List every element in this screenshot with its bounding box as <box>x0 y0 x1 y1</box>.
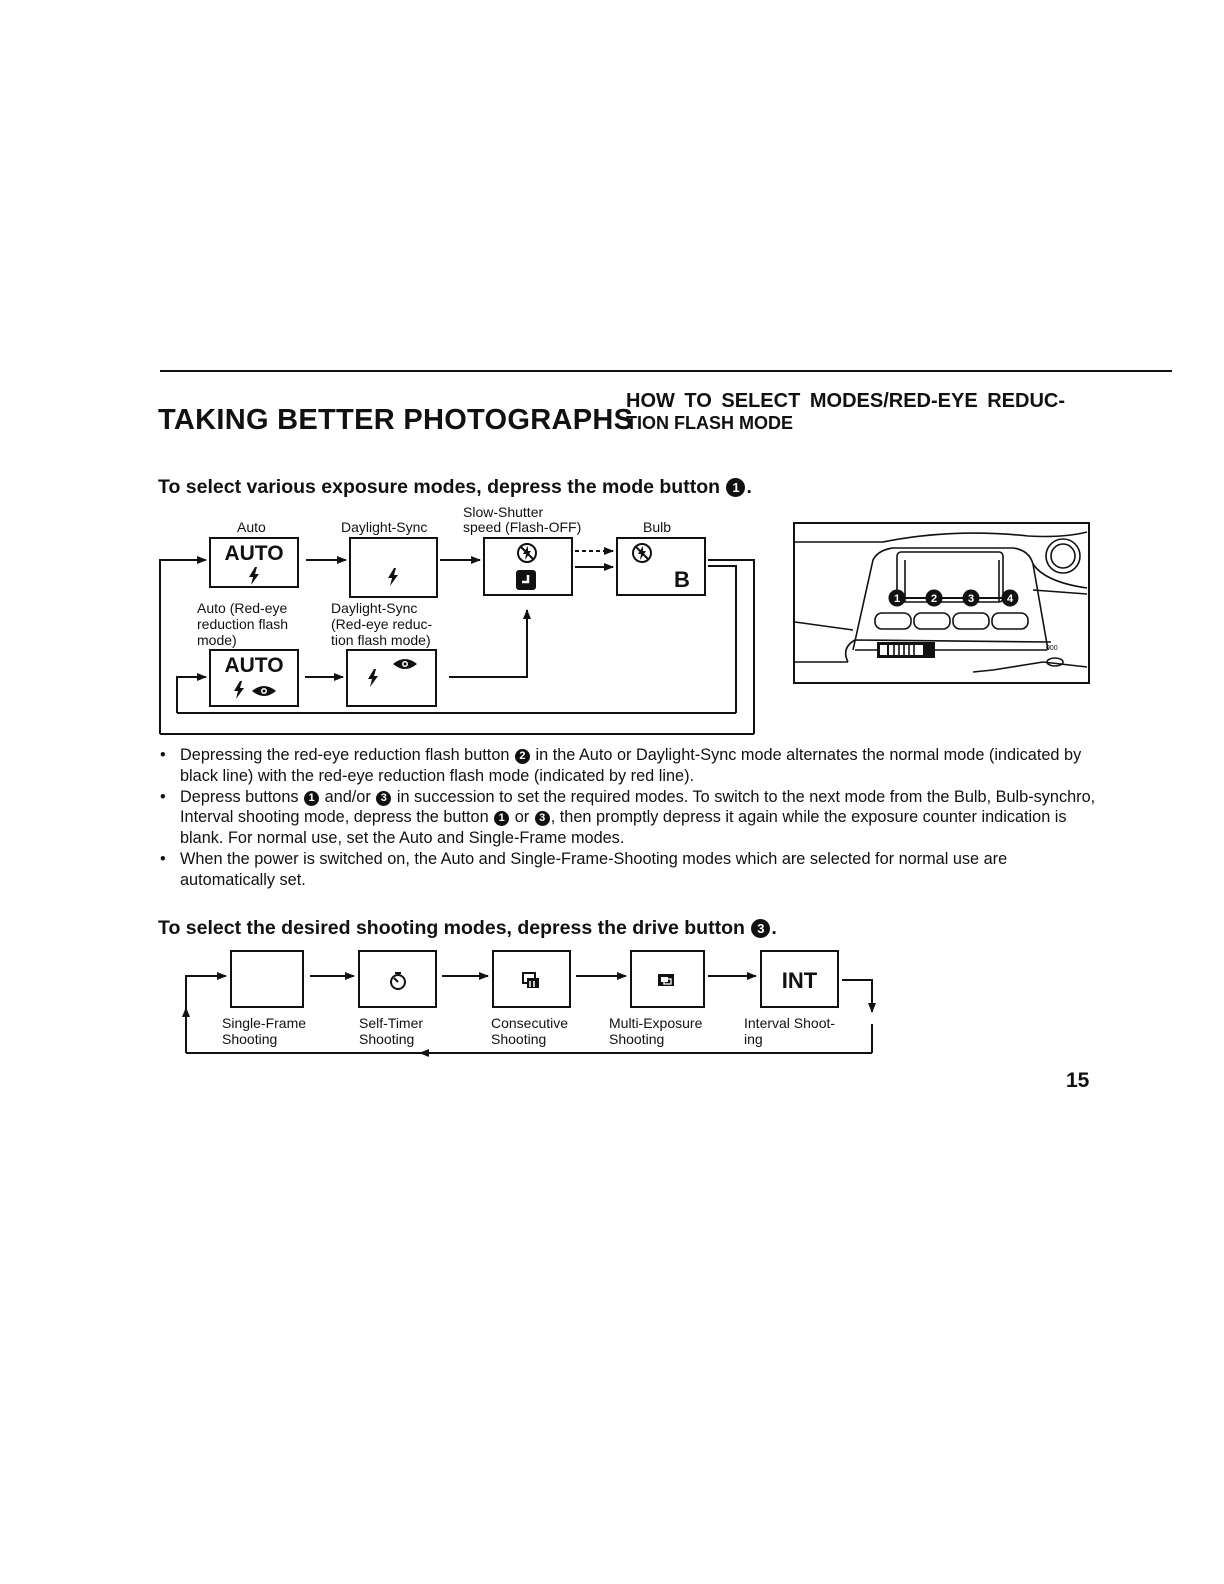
label-auto-redeye-3: mode) <box>197 632 237 648</box>
label-daylight-redeye-2: (Red-eye reduc- <box>331 616 433 632</box>
drive-box-single-frame <box>230 950 304 1008</box>
label-daylight-sync: Daylight-Sync <box>341 519 428 535</box>
button-number-icon: 1 <box>304 791 319 806</box>
self-timer-icon <box>389 972 407 990</box>
button-number-icon: 2 <box>515 749 530 764</box>
mode-box-auto-redeye: AUTO <box>209 649 299 707</box>
exposure-heading: To select various exposure modes, depress the mode button 1 . <box>158 476 752 498</box>
button-number-icon: 3 <box>376 791 391 806</box>
label-auto-redeye-1: Auto (Red-eye <box>197 600 288 616</box>
button-4-number: 4 <box>1006 593 1014 605</box>
drive-label-consecutive: Consecutive Shooting <box>491 1015 569 1047</box>
label-daylight-redeye-1: Daylight-Sync <box>331 600 418 616</box>
drive-button-number-icon: 3 <box>751 919 770 938</box>
drive-label-self-timer: Self-Timer Shooting <box>359 1015 424 1047</box>
label-daylight-redeye-3: tion flash mode) <box>331 632 431 648</box>
mode-box-auto: AUTO <box>209 537 299 588</box>
mode-button-number-icon: 1 <box>726 478 745 497</box>
consecutive-icon <box>522 972 542 990</box>
bullet-item: • Depress buttons 1 and/or 3 in succession to set the required modes. To switch to the next mode from the Bulb, Bulb-synchro, Interval shooting mode, depress the button 1 or 3 , then promptly depress it again while the exposure counter indication is blank. For normal use, set the Auto and Single-Frame modes. <box>158 787 1098 849</box>
label-slow-shutter-1: Slow-Shutter <box>463 504 544 520</box>
label-bulb: Bulb <box>643 519 672 535</box>
bulb-letter: B <box>674 567 690 592</box>
drive-box-multi-exposure <box>630 950 705 1008</box>
label-slow-shutter-2: speed (Flash-OFF) <box>463 519 582 535</box>
interval-int-text: INT <box>781 968 818 993</box>
counter-text: 000 <box>1046 645 1058 652</box>
drive-heading: To select the desired shooting modes, depress the drive button 3 . <box>158 917 777 939</box>
page-title: TAKING BETTER PHOTOGRAPHS <box>158 404 634 436</box>
button-number-icon: 3 <box>535 811 550 826</box>
drive-box-consecutive <box>492 950 571 1008</box>
bullet-item: • When the power is switched on, the Auto and Single-Frame-Shooting modes which are selected for normal use are automatically set. <box>158 849 1098 891</box>
button-3-number: 3 <box>967 593 975 605</box>
button-1-number: 1 <box>893 593 901 605</box>
label-auto: Auto <box>237 519 266 535</box>
drive-box-self-timer <box>358 950 437 1008</box>
drive-box-interval <box>760 950 839 1008</box>
button-2-number: 2 <box>930 593 938 605</box>
drive-label-multi-exposure: Multi-Exposure Shooting <box>609 1015 703 1047</box>
multi-exposure-icon <box>656 972 676 988</box>
button-number-icon: 1 <box>494 811 509 826</box>
section-subtitle-line2: TION FLASH MODE <box>626 413 793 433</box>
section-subtitle-line1: HOW TO SELECT MODES/RED-EYE REDUC- <box>626 390 1065 412</box>
drive-label-interval: Interval Shoot- ing <box>744 1015 836 1047</box>
label-auto-redeye-2: reduction flash <box>197 616 289 632</box>
bullet-item: • Depressing the red-eye reduction flash button 2 in the Auto or Daylight-Sync mode alternates the normal mode (indicated by black line) with the red-eye reduction flash mode (indicated by red line). <box>158 745 1098 787</box>
drive-label-single-frame: Single-Frame Shooting <box>222 1015 307 1047</box>
page-number: 15 <box>1066 1069 1090 1092</box>
